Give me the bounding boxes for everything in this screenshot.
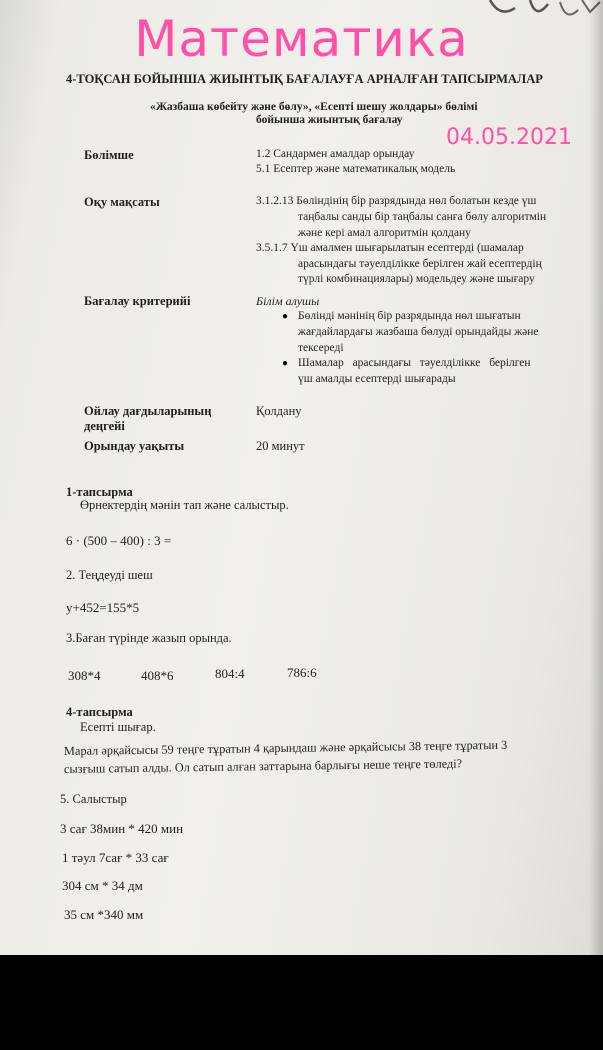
task1-instruction: Өрнектердің мәнін тап және салыстыр. [80,498,289,512]
overlay-date: 04.05.2021 [446,125,572,150]
page-edge-shadow [589,0,603,955]
task3-item: 804:4 [215,666,245,681]
learning-goal-label: Оқу мақсаты [84,195,160,209]
learning-goal-line: 3.1.2.13 Бөліндінің бір разрядында нөл болатын кезде үш [256,195,537,207]
criteria-label: Бағалау критерийі [84,294,191,308]
task3-item: 786:6 [287,665,317,680]
thinking-level-label-cont: деңгейі [84,419,125,433]
section-label: Бөлімше [84,148,134,162]
criteria-line: Бөлінді мәнінің бір разрядында нөл шығатын [298,310,521,322]
task1-expression: 6 · (500 – 400) : 3 = [66,533,172,548]
bullet-icon: ● [282,311,289,322]
task4-instruction: Есепті шығар. [80,720,156,734]
task5-item: 1 тәул 7сағ * 33 сағ [62,850,169,865]
task2-equation: y+452=155*5 [66,600,140,615]
criteria-intro: Білім алушы [256,294,320,308]
thinking-level-value: Қолдану [256,404,302,418]
section-line: 1.2 Сандармен амалдар орындау [256,148,415,160]
document-header: 4-ТОҚСАН БОЙЫНША ЖИЫНТЫҚ БАҒАЛАУҒА АРНАЛҒАН ТАПСЫРМАЛАР [66,72,543,86]
time-value: 20 минут [256,439,305,453]
learning-goal-line: таңбалы санды бір таңбалы санға бөлу алгоритмін [298,211,547,223]
criteria-line: Шамалар арасындағы тәуелділікке берілген [298,357,531,369]
learning-goal-line: және кері амал алгоритмін қолдану [298,227,471,239]
section-line: 5.1 Есептер және математикалық модель [256,163,456,175]
assessment-subtitle-line1: «Жазбаша көбейту және бөлу», «Есепті шешу жолдары» бөлімі [150,101,478,113]
task3-item: 308*4 [68,668,101,683]
task4-problem-line2: сызғыш сатып алды. Ол сатып алған заттарына барлығы неше теңге төледі? [63,756,463,776]
criteria-line: тексереді [298,342,344,354]
learning-goal-line: түрлі комбинациялары) модельдеу және шығару [298,273,535,285]
task5-title: 5. Салыстыр [60,792,127,806]
criteria-line: үш амалды есептерді шығарады [298,373,456,385]
task5-item: 304 см * 34 дм [62,878,143,893]
thinking-level-label: Ойлау дағдыларының [84,404,212,418]
task5-item: 35 см *340 мм [64,907,144,922]
learning-goal-line: арасындағы тәуелділікке берілген жай есептердің [298,258,542,270]
assessment-subtitle-line2: бойынша жиынтық бағалау [256,114,403,126]
task5-item: 3 сағ 38мин * 420 мин [60,821,184,836]
criteria-line: жағдайлардағы жазбаша бөлуді орындайды және [298,326,539,338]
task3-title: 3.Баған түрінде жазып орында. [66,631,232,645]
bullet-icon: ● [282,358,289,369]
task1-title: 1-тапсырма [66,485,133,499]
task4-problem-line1: Марал әрқайсысы 59 теңге тұратын 4 қарындаш және әрқайсысы 38 теңге тұратын 3 [63,737,508,758]
task4-title: 4-тапсырма [66,705,133,719]
time-label: Орындау уақыты [84,439,185,453]
task2-title: 2. Теңдеуді шеш [66,568,153,582]
learning-goal-line: 3.5.1.7 Үш амалмен шығарылатын есептерді (шамалар [256,242,524,254]
overlay-title: Математика [134,10,469,68]
task3-item: 408*6 [141,668,174,683]
